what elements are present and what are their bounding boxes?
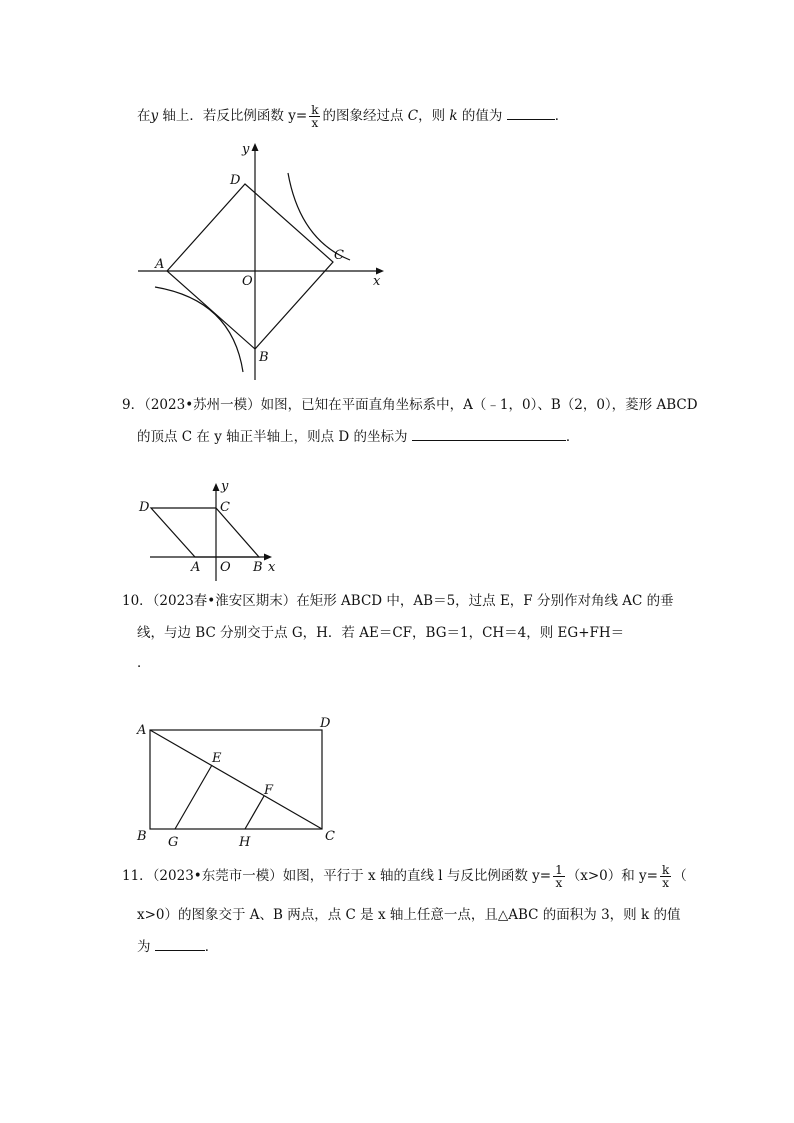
label-E: E: [212, 751, 222, 766]
label-C: C: [220, 500, 230, 515]
label-H: H: [239, 835, 251, 850]
label-D: D: [139, 500, 150, 515]
label-D: D: [230, 173, 241, 188]
q10-line1: 10．（2023春•淮安区期末）在矩形 ABCD 中，AB＝5，过点 E，F 分别作对角线 AC 的垂: [122, 593, 674, 609]
q10-line3: ．: [137, 655, 151, 671]
label-D: D: [320, 716, 331, 731]
label-G: G: [168, 835, 179, 850]
label-B: B: [259, 350, 269, 365]
diagonal-AC: [150, 730, 322, 829]
label-y: y: [221, 479, 229, 494]
segment-EG: [175, 765, 212, 829]
label-C: C: [325, 829, 335, 844]
fraction-k-over-x: $\frac{k}{x}$: [311, 103, 319, 130]
q11-line2: x>0）的图象交于 A、B 两点，点 C 是 x 轴上任意一点，且△ABC 的面积为 3，则 k 的值: [137, 907, 681, 923]
label-B: B: [253, 560, 263, 575]
label-x: x: [268, 560, 276, 575]
fraction-k-over-x: $\frac{k}{x}$: [662, 863, 670, 890]
q11-line3: 为 ．: [137, 936, 218, 957]
label-C: C: [334, 248, 344, 263]
q9-line1: 9．（2023•苏州一模）如图，已知在平面直角坐标系中，A（﹣1，0）、B（2，0），菱形 ABCD: [122, 397, 698, 413]
label-A: A: [137, 723, 147, 738]
segment-FH: [245, 796, 264, 829]
label-y: y: [242, 142, 250, 157]
label-O: O: [220, 560, 231, 575]
label-F: F: [264, 783, 274, 798]
label-A: A: [155, 257, 165, 272]
label-A: A: [191, 560, 201, 575]
fraction-1-over-x: $\frac{1}{x}$: [555, 863, 563, 890]
q10-line2: 线，与边 BC 分别交于点 G，H．若 AE＝CF，BG＝1，CH＝4，则 EG+FH＝: [137, 625, 625, 641]
answer-blank[interactable]: [155, 936, 205, 951]
label-B: B: [137, 829, 147, 844]
q8-tail-text: 在y 轴上．若反比例函数 y= $\frac{k}{x}$ 的图象经过点 C，则 k 的值为 ．: [137, 103, 569, 130]
q11-line1: 11．（2023•东莞市一模）如图，平行于 x 轴的直线 l 与反比例函数 y= $\frac{1}{x}$ （x>0）和 y= $\frac{k}{x}$ （: [122, 863, 687, 890]
label-x: x: [373, 274, 381, 289]
label-O: O: [242, 274, 253, 289]
q9-line2: 的顶点 C 在 y 轴正半轴上，则点 D 的坐标为 ．: [137, 426, 579, 447]
